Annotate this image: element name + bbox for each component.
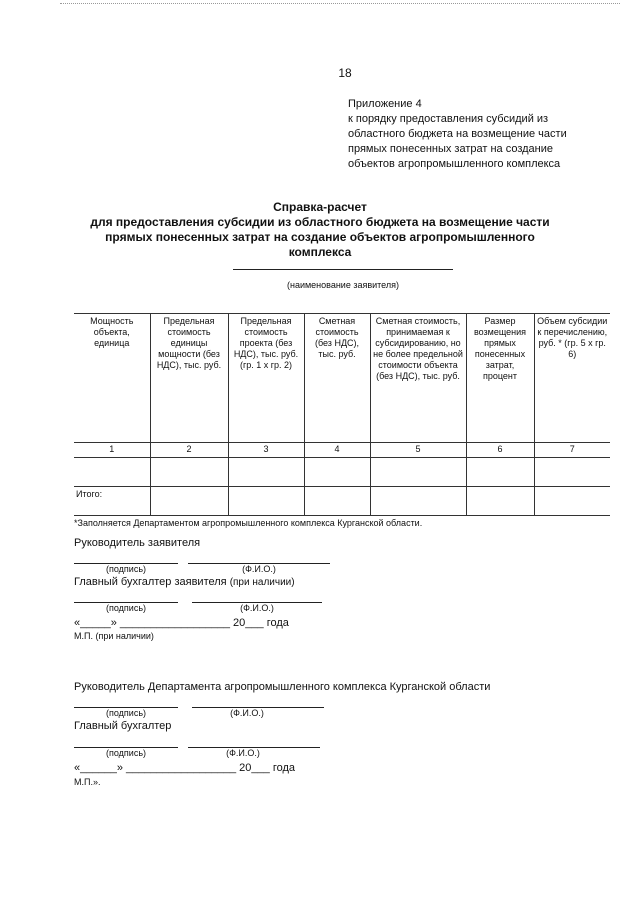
department-accountant-title: Главный бухгалтер <box>74 720 172 732</box>
column-number: 1 <box>74 443 150 458</box>
applicant-date-line: «_____» __________________ 20___ года <box>74 617 289 629</box>
column-number: 3 <box>228 443 304 458</box>
column-number: 6 <box>466 443 534 458</box>
column-number: 5 <box>370 443 466 458</box>
table-header-row <box>74 314 610 443</box>
column-number: 4 <box>304 443 370 458</box>
name-caption: (Ф.И.О.) <box>242 564 276 574</box>
scan-edge-artifact <box>60 3 620 4</box>
table-total-row <box>74 487 610 516</box>
table-header-cell: Размер возмещения прямых понесенных затрат, процент <box>466 314 534 443</box>
document-title <box>60 200 580 260</box>
appendix-line: областного бюджета на возмещение части <box>348 128 567 140</box>
applicant-head-title: Руководитель заявителя <box>74 537 201 549</box>
appendix-line: Приложение 4 <box>348 98 422 110</box>
table-cell <box>534 487 610 516</box>
footnote: *Заполняется Департаментом агропромышленного комплекса Курганской области. <box>74 518 423 528</box>
appendix-line: к порядку предоставления субсидий из <box>348 113 549 125</box>
table-cell <box>304 487 370 516</box>
title-line: комплекса <box>288 245 352 259</box>
appendix-line: прямых понесенных затрат на создание <box>348 143 554 155</box>
table-cell <box>228 458 304 487</box>
table-cell <box>466 458 534 487</box>
table-header-cell: Сметная стоимость, принимаемая к субсидированию, но не более предельной стоимости объекта (без НДС), тыс. руб. <box>370 314 466 443</box>
applicant-name-caption: (наименование заявителя) <box>286 280 400 290</box>
appendix-note <box>348 97 618 172</box>
table-cell <box>150 458 228 487</box>
accountant-note: (при наличии) <box>229 577 295 588</box>
column-number: 2 <box>150 443 228 458</box>
table-cell <box>228 487 304 516</box>
table-header-cell: Объем субсидии к перечислению, руб. * (гр. 5 х гр. 6) <box>534 314 610 443</box>
department-date-line: «______» __________________ 20___ года <box>74 762 295 774</box>
appendix-line: объектов агропромышленного комплекса <box>348 158 561 170</box>
table-cell <box>304 458 370 487</box>
table-number-row <box>74 443 610 458</box>
department-stamp-note: М.П.». <box>74 777 101 787</box>
title-line: прямых понесенных затрат на создание объектов агропромышленного <box>105 230 535 244</box>
table-header-cell: Предельная стоимость проекта (без НДС), тыс. руб. (гр. 1 х гр. 2) <box>228 314 304 443</box>
applicant-stamp-note: М.П. (при наличии) <box>74 631 154 641</box>
table-cell <box>74 458 150 487</box>
column-number: 7 <box>534 443 610 458</box>
table-cell <box>534 458 610 487</box>
applicant-name-line <box>233 269 453 270</box>
table-cell <box>466 487 534 516</box>
signature-caption: (подпись) <box>105 748 147 758</box>
table-cell <box>370 487 466 516</box>
table-header-cell: Мощность объекта, единица <box>74 314 150 443</box>
signature-caption: (подпись) <box>105 564 147 574</box>
table-row <box>74 458 610 487</box>
name-caption: (Ф.И.О.) <box>240 603 274 613</box>
table-cell <box>370 458 466 487</box>
calculation-table <box>74 313 610 516</box>
table-header-cell: Предельная стоимость единицы мощности (без НДС), тыс. руб. <box>150 314 228 443</box>
total-label: Итого: <box>74 487 150 516</box>
department-head-title: Руководитель Департамента агропромышленного комплекса Курганской области <box>74 681 491 693</box>
signature-caption: (подпись) <box>105 708 147 718</box>
name-caption: (Ф.И.О.) <box>226 748 260 758</box>
applicant-accountant-title <box>74 576 295 588</box>
table-header-cell: Сметная стоимость (без НДС), тыс. руб. <box>304 314 370 443</box>
accountant-title-text: Главный бухгалтер заявителя <box>74 576 227 588</box>
title-line: для предоставления субсидии из областного бюджета на возмещение части <box>90 215 550 229</box>
name-caption: (Ф.И.О.) <box>230 708 264 718</box>
table-cell <box>150 487 228 516</box>
page-number: 18 <box>338 66 352 80</box>
signature-caption: (подпись) <box>105 603 147 613</box>
title-line: Справка-расчет <box>273 200 367 214</box>
